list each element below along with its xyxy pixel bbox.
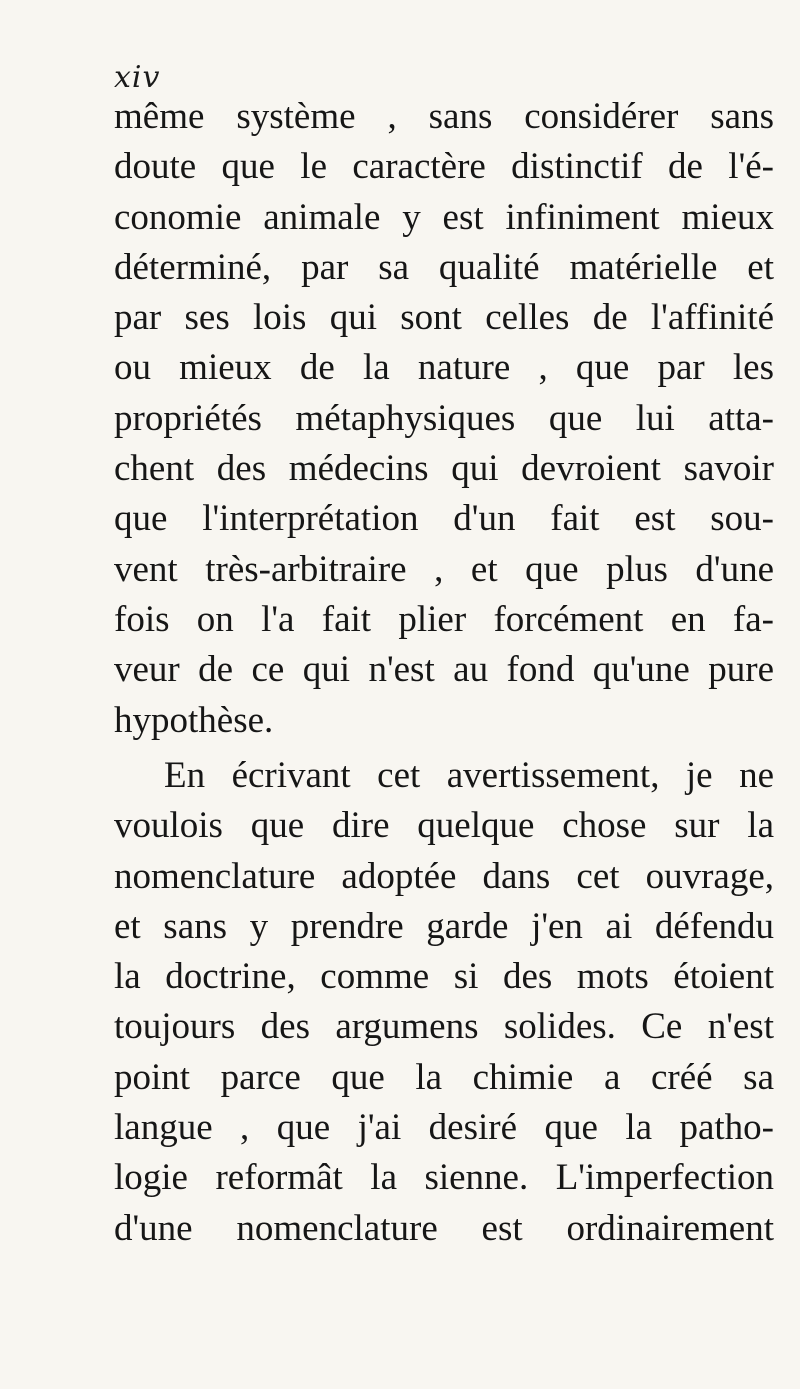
text-line: par ses lois qui sont celles de l'affinité: [114, 297, 774, 339]
page-number: xiv: [114, 60, 161, 95]
text-line: veur de ce qui n'est au fond qu'une pure: [114, 649, 774, 691]
text-line: toujours des argumens solides. Ce n'est: [114, 1006, 774, 1048]
text-line: propriétés métaphysiques que lui atta-: [114, 397, 774, 439]
text-line: et sans y prendre garde j'en ai défendu: [114, 905, 774, 947]
text-line: En écrivant cet avertissement, je ne: [164, 755, 774, 796]
text-line: même système , sans considérer sans: [114, 96, 774, 137]
text-line: fois on l'a fait plier forcément en fa-: [114, 598, 774, 640]
text-line: langue , que j'ai desiré que la patho-: [114, 1107, 774, 1149]
text-line: que l'interprétation d'un fait est sou-: [114, 498, 774, 540]
text-line: doute que le caractère distinctif de l'é-: [114, 146, 774, 188]
text-line: voulois que dire quelque chose sur la: [114, 805, 774, 847]
text-line: point parce que la chimie a créé sa: [114, 1056, 774, 1098]
text-line: nomenclature adoptée dans cet ouvrage,: [114, 855, 774, 897]
text-line: la doctrine, comme si des mots étoient: [114, 956, 774, 998]
text-line: conomie animale y est infiniment mieux: [114, 196, 774, 238]
text-line: ou mieux de la nature , que par les: [114, 347, 774, 389]
paragraph-2: [114, 751, 774, 1254]
text-line: vent très-arbitraire , et que plus d'une: [114, 548, 774, 590]
text-line: hypothèse.: [114, 699, 274, 741]
text-line: logie reformât la sienne. L'imperfection: [114, 1157, 774, 1199]
text-line: d'une nomenclature est ordinairement: [114, 1207, 774, 1249]
text-line: déterminé, par sa qualité matérielle et: [114, 246, 774, 288]
paragraph-1: [114, 92, 774, 746]
text-line: chent des médecins qui devroient savoir: [114, 448, 774, 490]
